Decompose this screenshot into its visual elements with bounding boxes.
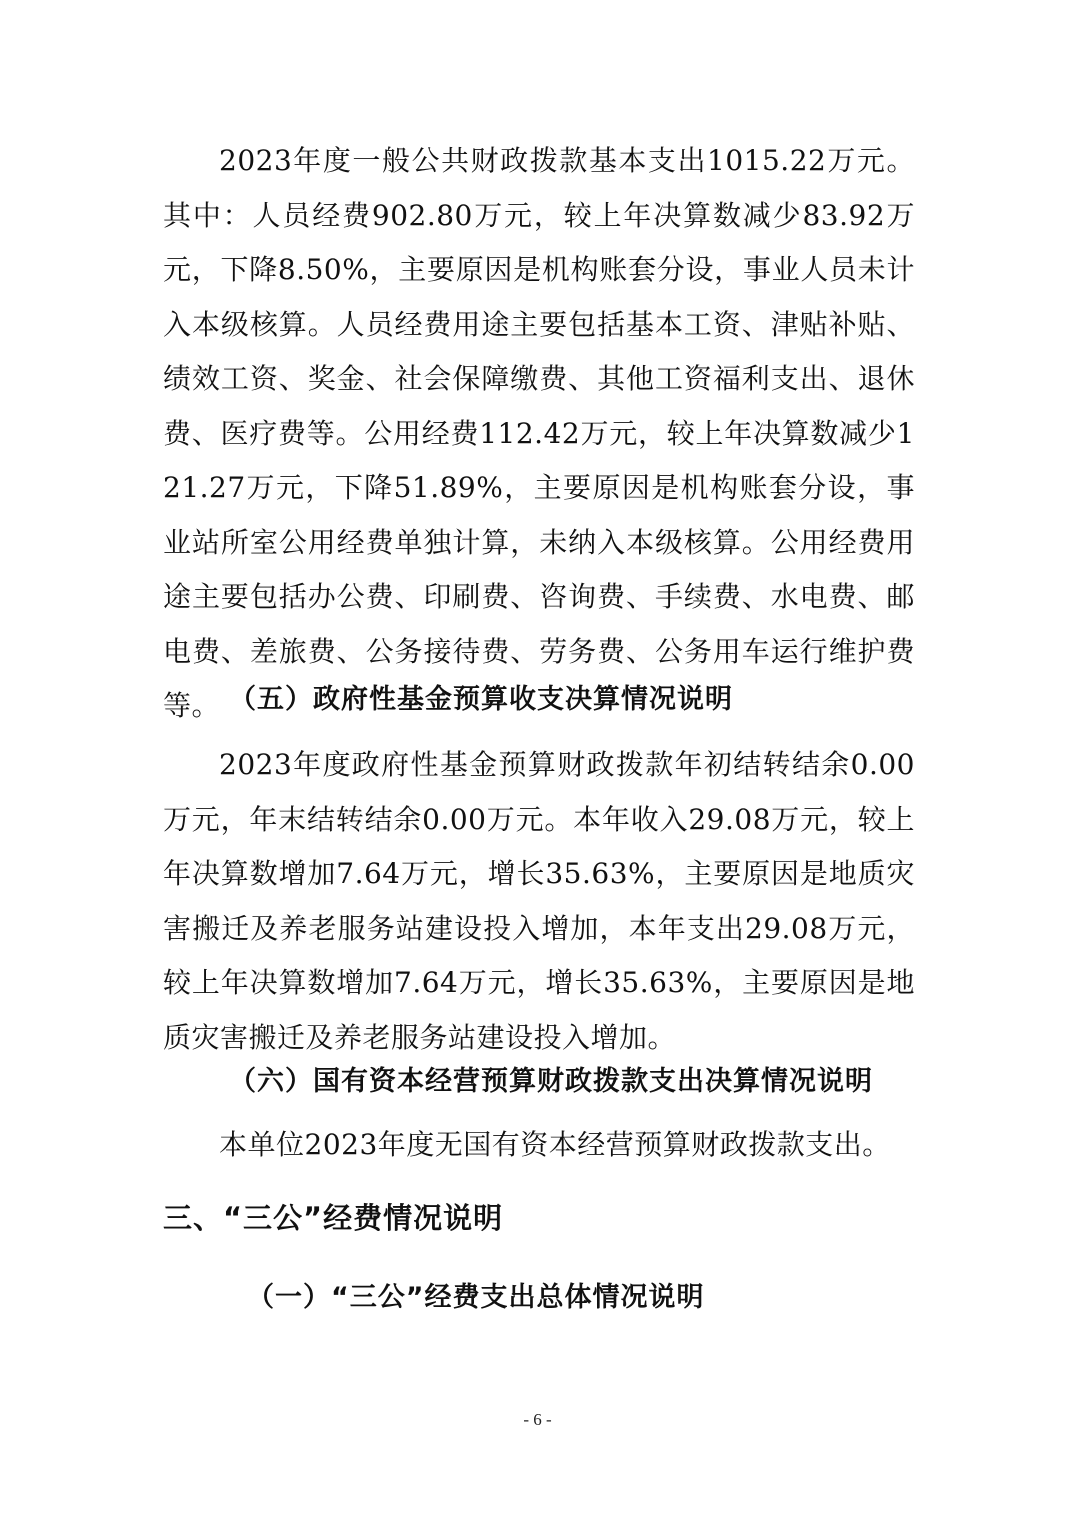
- section-three-public-expenses-title: 三、“三公”经费情况说明: [163, 1201, 504, 1235]
- paragraph-state-capital: 本单位2023年度无国有资本经营预算财政拨款支出。: [219, 1128, 891, 1161]
- subsection-overall-expenses-title: （一）“三公”经费支出总体情况说明: [247, 1282, 705, 1313]
- paragraph-basic-expenditure: 2023年度一般公共财政拨款基本支出1015.22万元。其中：人员经费902.80万元，较上年决算数减少83.92万元，下降8.50%，主要原因是机构账套分设，事业人员未计入本级核算。人员经费用途主要包括基本工资、津贴补贴、绩效工资、奖金、社会保障缴费、其他工资福利支出、退休费、医疗费等。公用经费112.42万元，较上年决算数减少121.27万元，下降51.89%，主要原因是机构账套分设，事业站所室公用经费单独计算，未纳入本级核算。公用经费用途主要包括办公费、印刷费、咨询费、手续费、水电费、邮电费、差旅费、公务接待费、劳务费、公务用车运行维护费等。: [163, 144, 915, 722]
- heading-state-capital-budget: （六）国有资本经营预算财政拨款支出决算情况说明: [229, 1066, 873, 1097]
- paragraph-government-fund: 2023年度政府性基金预算财政拨款年初结转结余0.00万元，年末结转结余0.00万元。本年收入29.08万元，较上年决算数增加7.64万元，增长35.63%，主要原因是地质灾害搬迁及养老服务站建设投入增加，本年支出29.08万元，较上年决算数增加7.64万元，增长35.63%，主要原因是地质灾害搬迁及养老服务站建设投入增加。: [163, 748, 915, 1054]
- page-number: - 6 -: [523, 1410, 552, 1429]
- heading-government-fund-budget: （五）政府性基金预算收支决算情况说明: [229, 684, 733, 715]
